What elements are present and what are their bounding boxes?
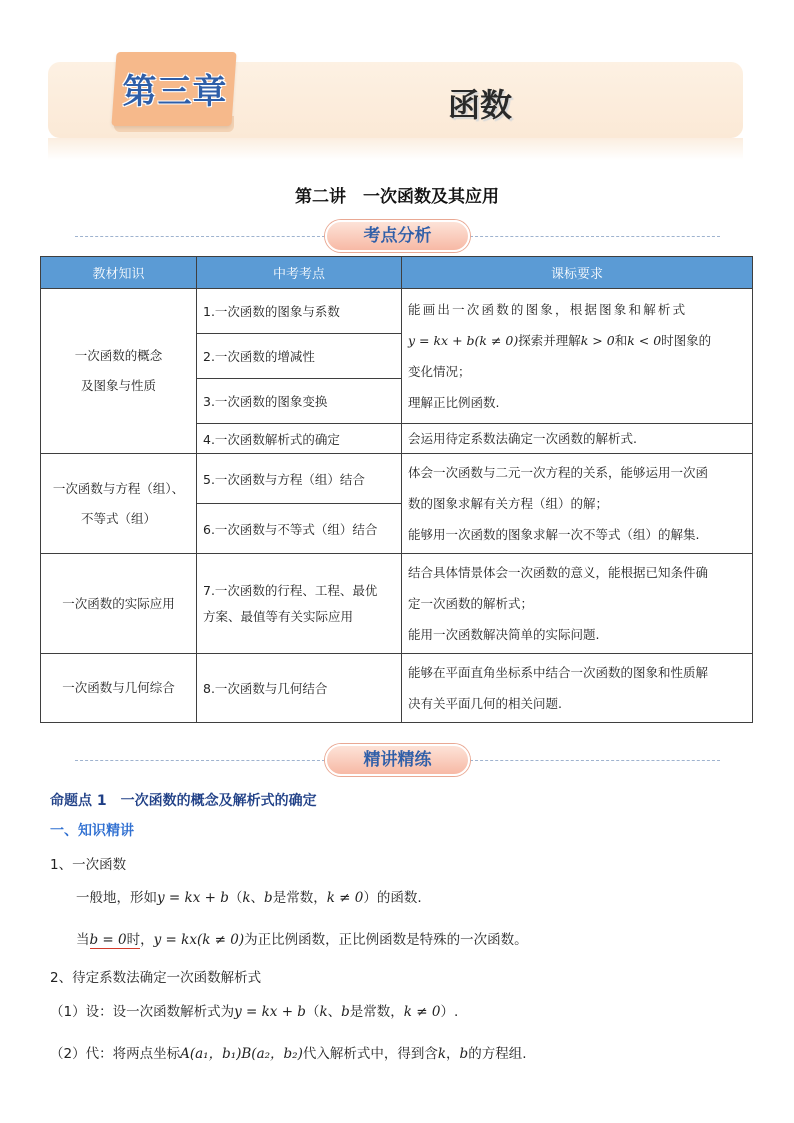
requirement-text: 和 (614, 333, 628, 348)
topic-heading: 命题点 1 一次函数的概念及解析式的确定 (50, 793, 317, 809)
table-header: 中考考点 (197, 257, 402, 289)
exam-point-cell (197, 554, 402, 654)
table-header-row (41, 257, 753, 289)
chapter-title: 函数 (447, 86, 512, 124)
exam-point-cell: 5.一次函数与方程（组）结合 (197, 454, 402, 504)
requirement-line (408, 325, 746, 356)
property-line (76, 928, 528, 948)
text: （ (228, 890, 243, 906)
formula: k (437, 1046, 447, 1062)
formula: k (242, 890, 251, 906)
text: 是常数， (349, 1004, 404, 1020)
divider-left (75, 760, 325, 761)
formula: y = kx + b (157, 890, 229, 906)
requirement-line: 能用一次函数解决简单的实际问题. (408, 627, 600, 642)
knowledge-line: 一次函数的概念 (74, 348, 163, 363)
exam-point-cell: 3.一次函数的图象变换 (197, 379, 402, 424)
chapter-banner-fade (48, 138, 743, 160)
text: 时 (126, 932, 141, 948)
formula: k < 0 (627, 333, 662, 348)
text: ， (140, 932, 154, 948)
text: 代入解析式中，得到含 (302, 1046, 438, 1062)
formula: y = kx(k ≠ 0) (153, 932, 245, 948)
requirement-cell (402, 654, 753, 723)
exam-points-table (40, 256, 753, 723)
formula: b (264, 890, 273, 906)
divider-left (75, 236, 325, 237)
underlined-condition (90, 932, 141, 949)
exam-point-cell: 6.一次函数与不等式（组）结合 (197, 504, 402, 554)
knowledge-cell: 一次函数的实际应用 (41, 554, 197, 654)
requirement-line: 数的图象求解有关方程（组）的解； (408, 496, 609, 511)
exam-point-line: 7.一次函数的行程、工程、最优 (203, 582, 378, 598)
section-pill-analysis: 考点分析 (325, 220, 470, 252)
text: ）. (440, 1004, 459, 1020)
knowledge-cell (41, 454, 197, 554)
table-row (41, 454, 753, 504)
requirement-cell (402, 289, 753, 424)
formula: A(a₁，b₁)B(a₂，b₂) (180, 1046, 303, 1062)
divider-right (470, 760, 720, 761)
text: ， (446, 1046, 460, 1062)
formula: k (319, 1004, 328, 1020)
exam-point-line: 方案、最值等有关实际应用 (203, 608, 354, 624)
lecture-title: 第二讲 一次函数及其应用 (295, 187, 499, 207)
text: 、 (250, 890, 265, 906)
table-row (41, 654, 753, 723)
text: 当 (76, 932, 90, 948)
section-pill-practice: 精讲精练 (325, 744, 470, 776)
exam-point-cell: 1.一次函数的图象与系数 (197, 289, 402, 334)
requirement-line: 能够在平面直角坐标系中结合一次函数的图象和性质解 (408, 665, 709, 680)
step-line (50, 1000, 458, 1020)
text: 的方程组. (468, 1046, 527, 1062)
knowledge-cell: 一次函数与几何综合 (41, 654, 197, 723)
sub-heading: 一、知识精讲 (50, 823, 134, 839)
table-header: 教材知识 (41, 257, 197, 289)
requirement-line: 能画出一次函数的图象，根据图象和解析式 (408, 302, 688, 317)
divider-right (470, 236, 720, 237)
exam-point-cell: 4.一次函数解析式的确定 (197, 424, 402, 454)
knowledge-line: 不等式（组） (80, 510, 156, 526)
table-header: 课标要求 (402, 257, 753, 289)
requirement-text: 时图象的 (661, 333, 712, 348)
chapter-label: 第三章 (122, 72, 228, 112)
requirement-line: 结合具体情景体会一次函数的意义，能根据已知条件确 (408, 565, 709, 580)
exam-point-cell: 2.一次函数的增减性 (197, 334, 402, 379)
text: （ (305, 1004, 320, 1020)
exam-point-cell: 8.一次函数与几何结合 (197, 654, 402, 723)
text: 、 (327, 1004, 342, 1020)
knowledge-line: 一次函数与方程（组）、 (52, 480, 185, 496)
formula: b = 0 (89, 932, 127, 948)
step-line (50, 1042, 527, 1062)
knowledge-cell (41, 289, 197, 454)
item-title: 1、一次函数 (50, 857, 127, 873)
formula: y = kx + b(k ≠ 0) (408, 333, 519, 348)
definition-line (76, 886, 422, 906)
requirement-line: 决有关平面几何的相关问题. (408, 696, 562, 711)
formula: k ≠ 0 (326, 890, 364, 906)
requirement-cell: 会运用待定系数法确定一次函数的解析式. (402, 424, 753, 454)
requirement-line: 能够用一次函数的图象求解一次不等式（组）的解集. (408, 527, 700, 542)
text: 是常数， (272, 890, 327, 906)
requirement-line: 理解正比例函数. (408, 395, 500, 410)
formula: b (341, 1004, 350, 1020)
text: （1）设：设一次函数解析式为 (50, 1004, 235, 1020)
text: （2）代：将两点坐标 (50, 1046, 181, 1062)
requirement-cell (402, 454, 753, 554)
requirement-line: 体会一次函数与二元一次方程的关系，能够运用一次函 (408, 465, 709, 480)
formula: k > 0 (580, 333, 615, 348)
table-row (41, 289, 753, 334)
table-row (41, 554, 753, 654)
requirement-text: 探索并理解 (518, 333, 581, 348)
requirement-line: 定一次函数的解析式； (408, 596, 534, 611)
requirement-line: 变化情况； (408, 364, 471, 379)
formula: k ≠ 0 (403, 1004, 441, 1020)
item-title: 2、待定系数法确定一次函数解析式 (50, 970, 262, 986)
knowledge-line: 及图象与性质 (80, 378, 156, 393)
formula: b (459, 1046, 469, 1062)
text: ）的函数. (363, 890, 422, 906)
formula: y = kx + b (234, 1004, 306, 1020)
text: 一般地，形如 (76, 890, 157, 906)
text: 为正比例函数，正比例函数是特殊的一次函数。 (244, 932, 528, 948)
requirement-cell (402, 554, 753, 654)
